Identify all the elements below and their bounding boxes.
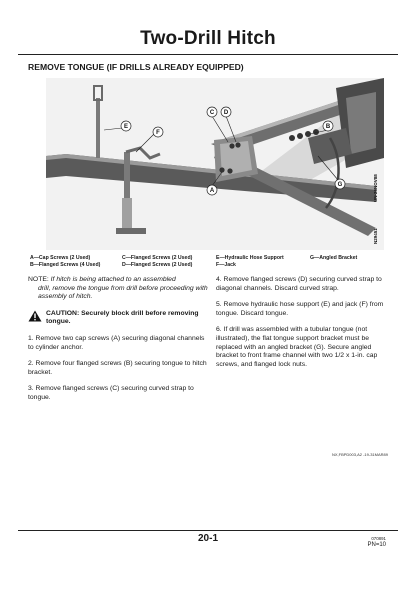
legend-item: G—Angled Bracket [310,255,358,261]
legend-item: B—Flanged Screws (4 Used) [30,261,101,268]
instructions-left [28,276,208,411]
step-5: 5. Remove hydraulic hose support (E) and jack (F) from tongue. Discard tongue. [216,301,384,317]
callout-label: A [209,188,215,195]
figure-code: UN-26NOV88 [373,174,378,202]
callout-label: E [123,124,129,131]
note-first-line: If hitch is being attached to an assembled [50,276,176,283]
caution-block [28,310,208,327]
instructions-right [216,276,394,377]
document-code: NX,FBPD003,A2 -19-31MAR89 [331,452,388,457]
step-3: 3. Remove flanged screws (C) securing curved strap to tongue. [28,385,194,401]
note-label: NOTE: [28,276,49,283]
date-code: 070891 [371,536,386,541]
legend-column-4 [310,255,357,262]
warning-triangle-icon [28,310,42,322]
legend-item: F—Jack [216,261,236,268]
callout-label: F [156,130,160,137]
section-heading: REMOVE TONGUE (IF DRILLS ALREADY EQUIPPED) [28,62,244,72]
page-title: Two-Drill Hitch [140,28,276,49]
note [28,276,208,302]
page-id-block [367,535,386,549]
step-2: 2. Remove four flanged screws (B) securing tongue to hitch bracket. [28,360,207,376]
legend-column-3 [216,255,284,268]
legend-item: D—Flanged Screws (2 Used) [122,261,193,268]
legend-item: C—Flanged Screws (2 Used) [122,255,193,261]
page-number: 20-1 [197,533,218,544]
callout-label: D [223,110,229,117]
note-rest: drill, remove the tongue from drill before proceeding with assembly of hitch. [38,284,208,301]
hitch-photo [46,78,384,250]
title-rule [18,54,398,55]
caution-text: CAUTION: Securely block drill before removing tongue. [46,309,199,326]
legend-item: A—Cap Screws (2 Used) [30,255,91,261]
callout-label: C [209,110,215,117]
step-1: 1. Remove two cap screws (A) securing diagonal channels to cylinder anchor. [28,334,205,351]
legend-item: E—Hydraulic Hose Support [216,255,284,261]
step-6: 6. If drill was assembled with a tubular tongue (not illustrated), the flat tongue support bracket must be replaced with an angled bracket (G). Secure angled bracket to front frame channel with two 1/2 x 1-in. cap screws, and flanged lock nuts. [216,326,378,368]
callout-label: G [337,182,343,189]
footer-rule [18,530,398,531]
pn-label: PN=10 [367,542,386,548]
step-4: 4. Remove flanged screws (D) securing curved strap to diagonal channels. Discard curved strap. [216,276,382,292]
legend-column-1 [30,255,100,268]
callout-label: B [325,124,331,131]
figure-id: N29451 [373,228,378,244]
legend-column-2 [122,255,192,268]
